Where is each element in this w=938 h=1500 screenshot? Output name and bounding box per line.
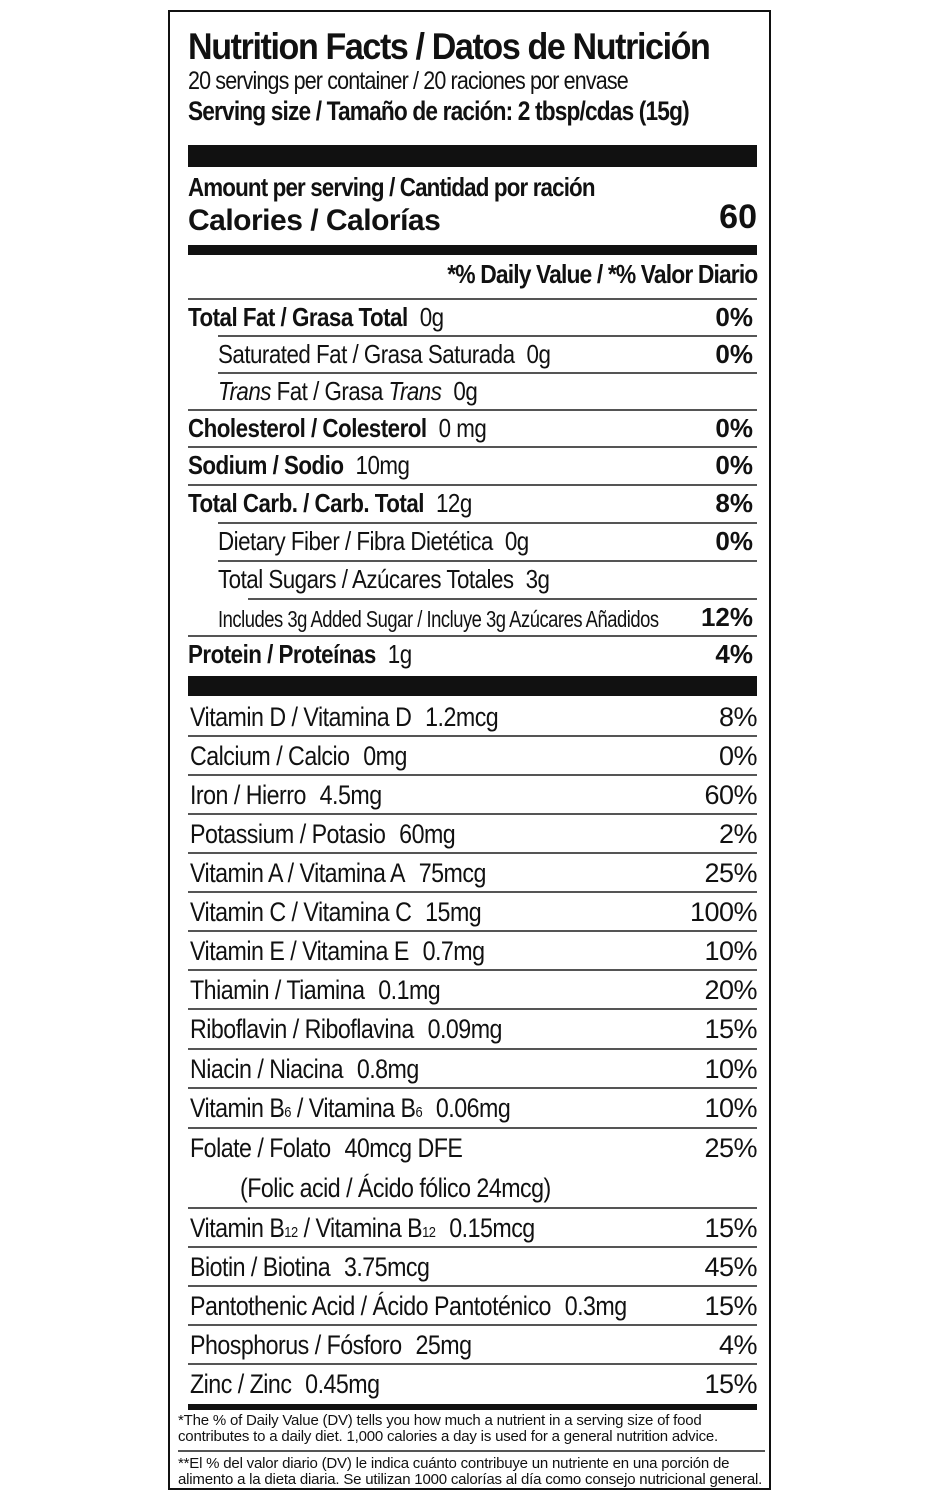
vitamin-name: Potassium / Potasio 60mg [190,819,456,849]
row-divider [188,1048,757,1050]
nutrient-percent: 0% [715,339,753,369]
nutrient-row-saturated-fat [188,335,757,372]
nutrient-row-sodium [188,446,757,483]
vitamin-name: Zinc / Zinc 0.45mg [190,1369,380,1399]
servings-per-container: 20 servings per container / 20 raciones por envase [188,67,628,95]
vitamin-row-calcium [188,735,757,774]
row-divider [218,522,757,524]
row-divider [188,1363,757,1365]
vitamin-percent: 100% [689,897,757,927]
row-divider [188,446,757,448]
vitamin-name: Riboflavin / Riboflavina 0.09mg [190,1014,502,1044]
vitamin-row-folate [188,1127,757,1203]
row-divider [188,813,757,815]
vitamin-percent: 15% [704,1213,757,1243]
label-title: Nutrition Facts / Datos de Nutrición [188,26,710,67]
nutrient-percent: 0% [715,413,753,443]
serving-size: Serving size / Tamaño de ración: 2 tbsp/cdas (15g) [188,96,689,126]
vitamin-percent: 60% [704,780,757,810]
vitamin-name: Phosphorus / Fósforo 25mg [190,1330,472,1360]
vitamin-percent: 15% [704,1291,757,1321]
footnote-divider [188,1404,757,1410]
row-divider [188,1246,757,1248]
nutrient-name: Trans Fat / Grasa Trans 0g [218,376,478,406]
vitamin-percent: 2% [718,819,757,849]
vitamin-name: Vitamin B6 / Vitamina B6 0.06mg [190,1093,511,1123]
vitamin-percent: 8% [718,702,757,732]
vitamin-name: Folate / Folato 40mcg DFE [190,1133,463,1163]
nutrient-name: Cholesterol / Colesterol 0 mg [188,413,487,443]
vitamin-percent: 25% [704,1133,757,1163]
nutrient-name: Sodium / Sodio 10mg [188,450,410,480]
nutrient-name: Protein / Proteínas 1g [188,639,412,669]
nutrient-row-total-sugars [188,560,757,597]
row-divider [188,852,757,854]
vitamin-row-vitamin-e [188,930,757,969]
vitamin-percent: 0% [718,741,757,771]
nutrient-row-cholesterol [188,409,757,446]
nutrient-row-added-sugars [188,598,757,635]
vitamin-name: Vitamin C / Vitamina C 15mg [190,897,482,927]
vitamin-percent: 25% [704,858,757,888]
nutrient-name: Dietary Fiber / Fibra Dietética 0g [218,526,529,556]
row-divider [188,298,757,300]
nutrient-percent: 12% [700,602,753,632]
nutrient-name: Total Fat / Grasa Total 0g [188,302,444,332]
nutrient-name: Includes 3g Added Sugar / Incluye 3g Azúcares Añadidos [218,606,659,632]
nutrient-row-total-carb [188,484,757,521]
vitamin-row-riboflavin [188,1008,757,1047]
footnote-english: *The % of Daily Value (DV) tells you how much a nutrient in a serving size of food contributes to a daily diet. 1,000 calories a day is used for a general nutrition advice. [178,1412,719,1445]
row-divider [218,560,757,562]
vitamin-name: Iron / Hierro 4.5mg [190,780,382,810]
nutrient-percent: 0% [715,302,753,332]
vitamin-name: Vitamin B12 / Vitamina B12 0.15mcg [190,1213,535,1243]
folic-acid-subline: (Folic acid / Ácido fólico 24mcg) [240,1173,551,1203]
nutrient-row-total-fat [188,298,757,335]
row-divider [248,598,757,600]
row-divider [188,735,757,737]
vitamin-row-vitamin-a [188,852,757,891]
vitamin-percent: 20% [704,975,757,1005]
nutrient-name: Total Carb. / Carb. Total 12g [188,488,472,518]
row-divider [188,1127,757,1129]
vitamin-row-potassium [188,813,757,852]
vitamin-percent: 4% [718,1330,757,1360]
row-divider [188,484,757,486]
nutrient-percent: 0% [715,526,753,556]
vitamin-name: Pantothenic Acid / Ácido Pantoténico 0.3mg [190,1291,627,1321]
vitamin-name: Vitamin D / Vitamina D 1.2mcg [190,702,499,732]
nutrient-name: Saturated Fat / Grasa Saturada 0g [218,339,551,369]
nutrient-percent: 8% [715,488,753,518]
vitamin-row-biotin [188,1246,757,1285]
row-divider [188,1207,757,1209]
vitamin-row-vitamin-d [188,696,757,735]
footnote-separator [178,1450,765,1452]
vitamin-name: Biotin / Biotina 3.75mcg [190,1252,430,1282]
row-divider [188,1285,757,1287]
daily-value-header: *% Daily Value / *% Valor Diario [446,259,757,289]
vitamin-row-vitamin-c [188,891,757,930]
vitamin-name: Calcium / Calcio 0mg [190,741,407,771]
footnote-spanish: **El % del valor diario (DV) le indica cuánto contribuye un nutriente en una porción de alimento a la dieta diaria. Se utilizan 1000 calorías al día como consejo nutricional general. [178,1455,763,1488]
nutrient-name: Total Sugars / Azúcares Totales 3g [218,564,550,594]
thick-divider [188,145,757,167]
vitamin-row-phosphorus [188,1324,757,1363]
row-divider [218,372,757,374]
nutrient-row-protein [188,635,757,672]
vitamin-percent: 10% [704,1054,757,1084]
vitamin-percent: 10% [704,1093,757,1123]
vitamin-name: Niacin / Niacina 0.8mg [190,1054,419,1084]
vitamin-row-vitamin-b6 [188,1087,757,1126]
calories-value: 60 [719,198,757,236]
nutrient-percent: 0% [715,450,753,480]
row-divider [188,891,757,893]
row-divider [218,335,757,337]
nutrient-percent: 4% [715,639,753,669]
row-divider [188,409,757,411]
vitamin-row-vitamin-b12 [188,1207,757,1246]
vitamin-row-pantothenic-acid [188,1285,757,1324]
calories-label: Calories / Calorías [188,204,441,237]
vitamin-row-niacin [188,1048,757,1087]
row-divider [188,1324,757,1326]
row-divider [188,774,757,776]
thick-divider [188,676,757,696]
row-divider [188,930,757,932]
vitamin-percent: 15% [704,1369,757,1399]
vitamin-percent: 10% [704,936,757,966]
vitamin-name: Vitamin E / Vitamina E 0.7mg [190,936,485,966]
vitamin-name: Vitamin A / Vitamina A 75mcg [190,858,486,888]
row-divider [188,635,757,637]
nutrition-facts-label [168,10,771,1490]
amount-per-serving: Amount per serving / Cantidad por ración [188,172,595,202]
nutrient-row-trans-fat [188,372,757,409]
row-divider [188,969,757,971]
vitamin-row-thiamin [188,969,757,1008]
row-divider [188,1087,757,1089]
vitamin-name: Thiamin / Tiamina 0.1mg [190,975,441,1005]
nutrient-row-dietary-fiber [188,522,757,559]
medium-divider [188,245,757,255]
vitamin-percent: 45% [704,1252,757,1282]
vitamin-percent: 15% [704,1014,757,1044]
row-divider [188,1008,757,1010]
vitamin-row-zinc [188,1363,757,1402]
vitamin-row-iron [188,774,757,813]
